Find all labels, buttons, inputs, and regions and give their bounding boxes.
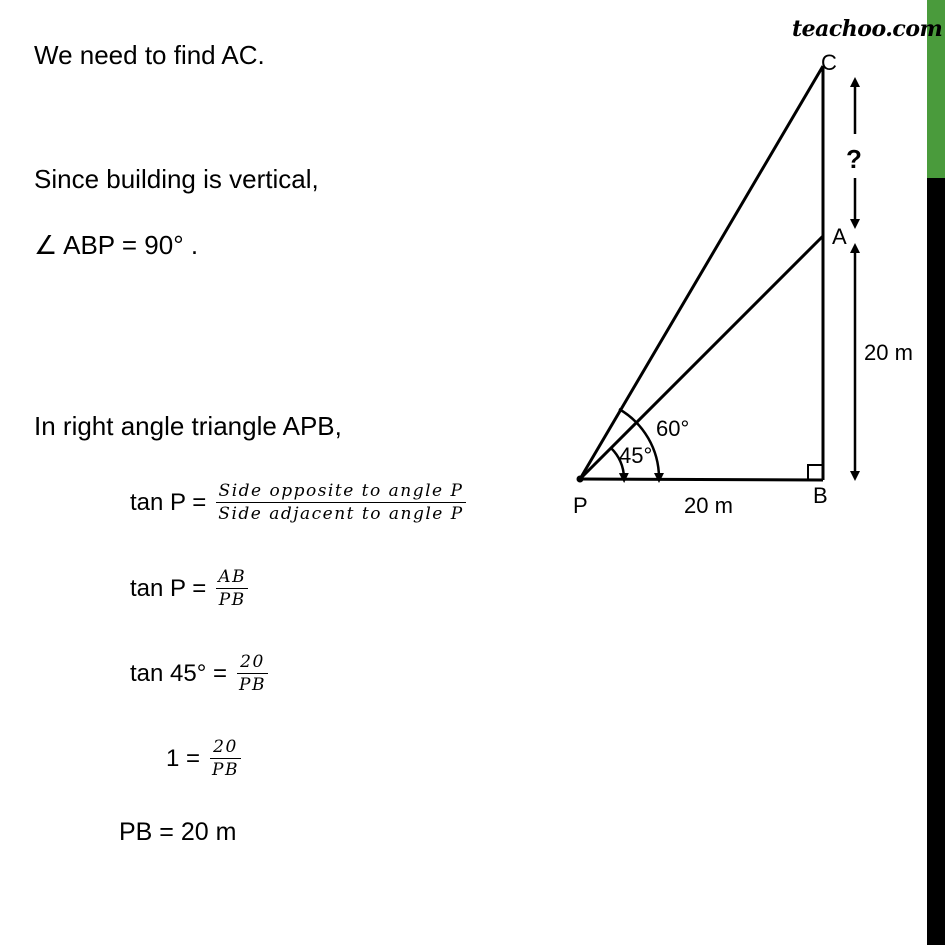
label-p: P [573, 493, 588, 518]
fraction-numerator: 20 [213, 737, 238, 757]
label-c: C [821, 50, 837, 75]
label-a: A [832, 224, 847, 249]
equation-lhs: tan P = [130, 488, 207, 516]
label-b: B [813, 483, 828, 508]
intro-line: We need to find AC. [34, 40, 265, 70]
teachoo-logo: teachoo.com [792, 16, 943, 42]
angle-line: ∠ ABP = 90° . [34, 230, 199, 260]
equation-lhs: 1 = [166, 744, 201, 772]
right-angle-marker [808, 465, 823, 480]
since-line: Since building is vertical, [34, 164, 319, 194]
angle-60-label: 60° [656, 416, 690, 441]
triangle-line: In right angle triangle APB, [34, 411, 342, 441]
equation-lhs: tan P = [130, 574, 207, 602]
result-line: PB = 20 m [119, 818, 237, 846]
fraction-numerator: 20 [240, 652, 265, 672]
fraction-numerator: Side opposite to angle P [218, 481, 464, 501]
equation-lhs: tan 45° = [130, 659, 228, 687]
base-label: 20 m [684, 493, 733, 518]
unknown-label: ? [846, 144, 862, 174]
fraction-denominator: PB [239, 675, 266, 695]
base-pb-line [580, 479, 823, 480]
point-p-dot [577, 476, 584, 483]
fraction-numerator: AB [218, 567, 247, 587]
angle-45-label: 45° [619, 443, 653, 468]
fraction-denominator: PB [218, 590, 246, 610]
height-label: 20 m [864, 340, 913, 365]
fraction-denominator: PB [212, 760, 239, 780]
fraction-denominator: Side adjacent to angle P [218, 504, 464, 524]
